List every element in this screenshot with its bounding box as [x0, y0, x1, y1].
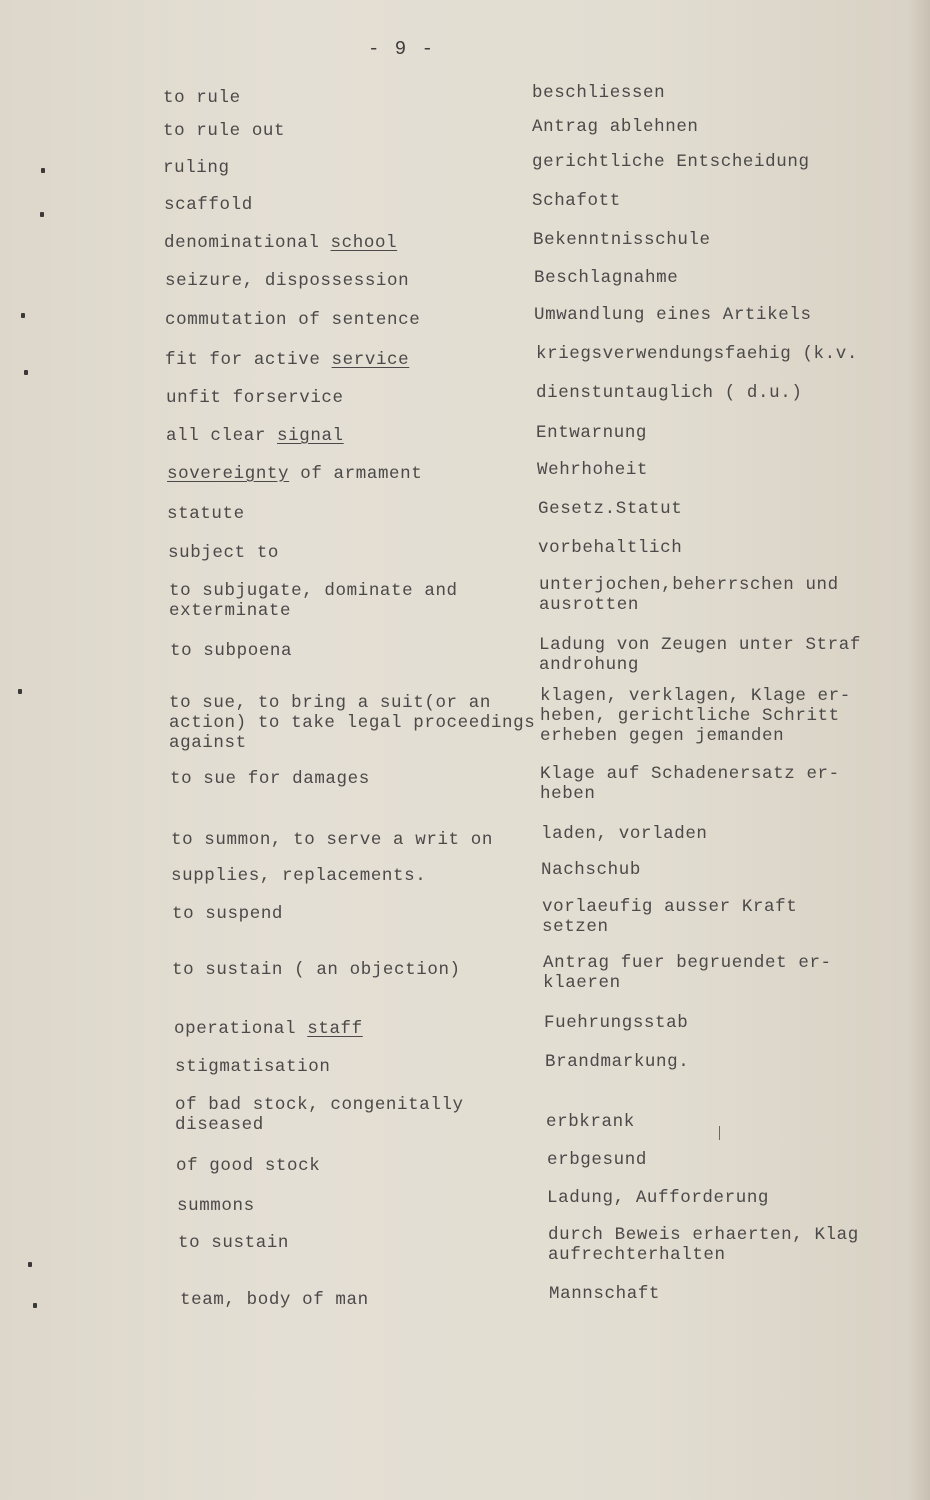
translation: Ladung, Aufforderung	[547, 1188, 770, 1208]
term: all clear signal	[166, 426, 344, 446]
term: seizure, dispossession	[165, 271, 410, 291]
term: supplies, replacements.	[171, 866, 427, 886]
translation: erbkrank	[546, 1112, 635, 1132]
term: of bad stock, congenitally diseased	[175, 1095, 464, 1135]
translation: Gesetz.Statut	[538, 499, 683, 519]
term: to subpoena	[170, 641, 293, 661]
term: sovereignty of armament	[167, 464, 423, 484]
term: to summon, to serve a writ on	[171, 830, 493, 850]
term: ruling	[163, 158, 230, 178]
term: statute	[167, 504, 245, 524]
translation: Beschlagnahme	[534, 268, 679, 288]
translation: unterjochen,beherrschen und ausrotten	[539, 575, 839, 615]
term: to subjugate, dominate and exterminate	[169, 581, 458, 621]
term: subject to	[168, 543, 280, 563]
page-number: - 9 -	[368, 38, 436, 60]
margin-mark	[24, 370, 28, 375]
translation: Klage auf Schadenersatz er- heben	[540, 764, 840, 804]
margin-mark	[28, 1262, 32, 1267]
translation: Brandmarkung.	[545, 1052, 690, 1072]
translation: Fuehrungsstab	[544, 1013, 689, 1033]
term: scaffold	[164, 195, 253, 215]
translation: Antrag fuer begruendet er- klaeren	[543, 953, 832, 993]
translation: Schafott	[532, 191, 621, 211]
translation: durch Beweis erhaerten, Klag aufrechterhalten	[548, 1225, 859, 1265]
translation: Wehrhoheit	[537, 460, 649, 480]
term: denominational school	[164, 233, 398, 253]
stray-mark	[719, 1126, 720, 1140]
term: to sustain	[178, 1233, 290, 1253]
margin-mark	[18, 689, 22, 694]
term: to sue for damages	[170, 769, 370, 789]
term: team, body of man	[180, 1290, 369, 1310]
term: to suspend	[172, 904, 284, 924]
translation: Bekenntnisschule	[533, 230, 711, 250]
term: to sue, to bring a suit(or an action) to take legal proceedings against	[169, 693, 536, 753]
translation: erbgesund	[547, 1150, 647, 1170]
margin-mark	[40, 212, 44, 217]
translation: Antrag ablehnen	[532, 117, 699, 137]
translation: klagen, verklagen, Klage er- heben, gerichtliche Schritt erheben gegen jemanden	[540, 686, 851, 746]
term: to sustain ( an objection)	[172, 960, 461, 980]
translation: kriegsverwendungsfaehig (k.v.	[536, 344, 858, 364]
term: fit for active service	[165, 350, 410, 370]
margin-mark	[33, 1303, 37, 1308]
term: summons	[177, 1196, 255, 1216]
translation: vorbehaltlich	[538, 538, 683, 558]
term: commutation of sentence	[165, 310, 421, 330]
translation: vorlaeufig ausser Kraft setzen	[542, 897, 798, 937]
translation: beschliessen	[532, 83, 666, 103]
margin-mark	[41, 168, 45, 173]
translation: Entwarnung	[536, 423, 648, 443]
term: to rule out	[163, 121, 286, 141]
translation: laden, vorladen	[541, 824, 708, 844]
translation: gerichtliche Entscheidung	[532, 152, 810, 172]
translation: Nachschub	[541, 860, 641, 880]
translation: Ladung von Zeugen unter Straf androhung	[539, 635, 861, 675]
paper-edge-shadow	[908, 0, 930, 1500]
term: to rule	[163, 88, 241, 108]
translation: Mannschaft	[549, 1284, 661, 1304]
margin-mark	[21, 313, 25, 318]
translation: dienstuntauglich ( d.u.)	[536, 383, 803, 403]
term: operational staff	[174, 1019, 363, 1039]
term: of good stock	[176, 1156, 321, 1176]
term: unfit forservice	[166, 388, 344, 408]
term: stigmatisation	[175, 1057, 331, 1077]
translation: Umwandlung eines Artikels	[534, 305, 812, 325]
